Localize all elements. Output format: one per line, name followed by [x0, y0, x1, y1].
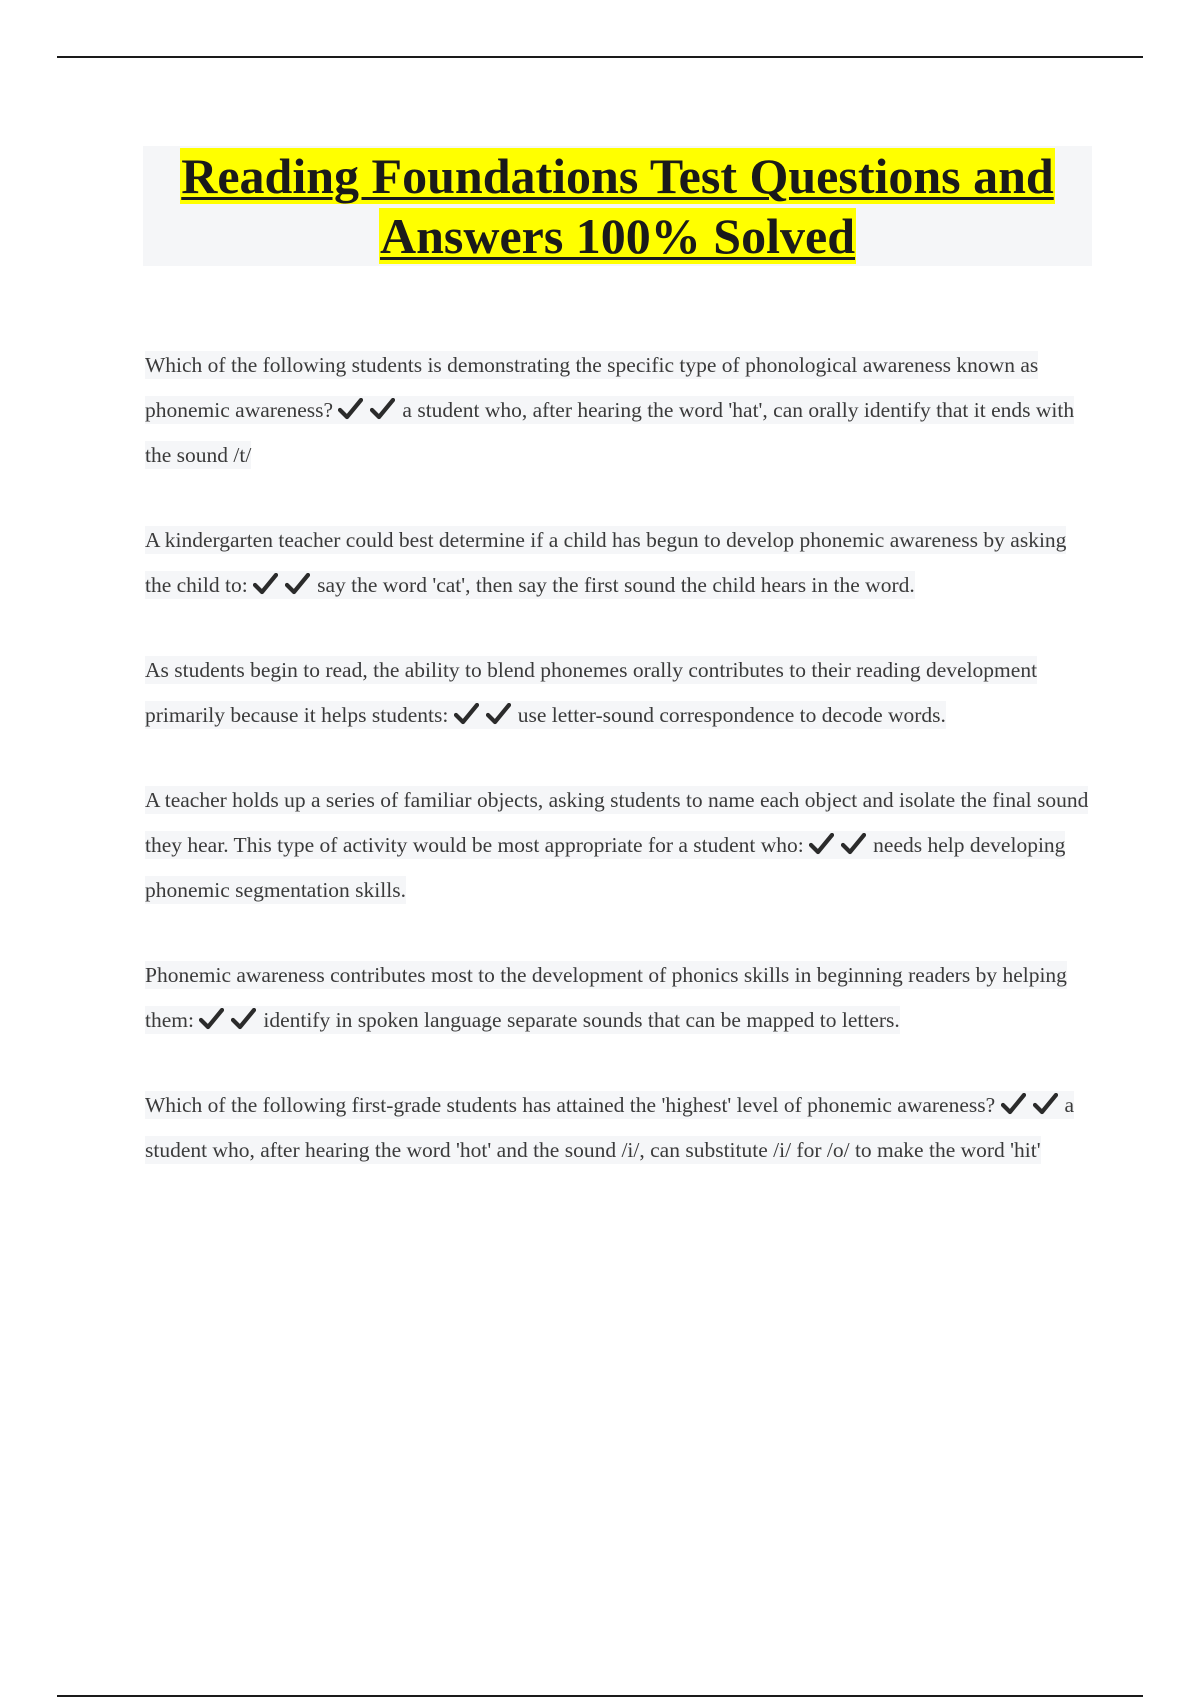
- check-icon: [841, 833, 866, 855]
- check-icon: [1033, 1093, 1058, 1115]
- check-icon: [454, 703, 479, 725]
- question-text: Which of the following first-grade students has attained the 'highest' level of phonemic awareness?: [145, 1093, 996, 1117]
- check-icon: [199, 1008, 224, 1030]
- question-text: Phonemic awareness contributes most to the development of phonics skills in beginning readers by helping them:: [145, 963, 1067, 1032]
- qa-item: [145, 343, 1090, 478]
- check-icon: [809, 833, 834, 855]
- check-icon: [338, 398, 363, 420]
- question-text: A kindergarten teacher could best determine if a child has begun to develop phonemic awareness by asking the child to:: [145, 528, 1067, 597]
- answer-text: a student who, after hearing the word 'hot' and the sound /i/, can substitute /i/ for /o/ to make the word 'hit': [145, 1093, 1075, 1162]
- qa-item: [145, 1083, 1090, 1173]
- answer-text: identify in spoken language separate sounds that can be mapped to letters.: [263, 1008, 900, 1032]
- question-text: Which of the following students is demonstrating the specific type of phonological awareness known as phonemic awareness?: [145, 353, 1039, 422]
- check-icon: [370, 398, 395, 420]
- page-title: [143, 146, 1092, 266]
- qa-item-text: [145, 786, 1088, 904]
- question-text: As students begin to read, the ability to blend phonemes orally contributes to their reading development primarily because it helps students:: [145, 658, 1038, 727]
- qa-item-text: [145, 961, 1067, 1034]
- question-text: A teacher holds up a series of familiar objects, asking students to name each object and isolate the final sound they hear. This type of activity would be most appropriate for a student who:: [145, 788, 1089, 857]
- check-icon: [1001, 1093, 1026, 1115]
- qa-item: [145, 518, 1090, 608]
- qa-item-text: [145, 351, 1074, 469]
- check-icon: [486, 703, 511, 725]
- check-icon: [253, 573, 278, 595]
- answer-text: use letter-sound correspondence to decode words.: [517, 703, 946, 727]
- title-block: [143, 146, 1092, 266]
- qa-item-text: [145, 656, 1037, 729]
- qa-item: [145, 778, 1090, 913]
- page-title-text: Reading Foundations Test Questions and Answers 100% Solved: [181, 148, 1054, 264]
- qa-list: [145, 343, 1090, 1213]
- qa-item: [145, 648, 1090, 738]
- qa-item-text: [145, 1091, 1074, 1164]
- qa-item: [145, 953, 1090, 1043]
- qa-item-text: [145, 526, 1066, 599]
- check-icon: [285, 573, 310, 595]
- answer-text: say the word 'cat', then say the first sound the child hears in the word.: [317, 573, 915, 597]
- bottom-rule: [57, 1695, 1143, 1697]
- top-rule: [57, 56, 1143, 58]
- check-icon: [231, 1008, 256, 1030]
- answer-text: a student who, after hearing the word 'hat', can orally identify that it ends with the sound /t/: [145, 398, 1075, 467]
- answer-text: needs help developing phonemic segmentation skills.: [145, 833, 1066, 902]
